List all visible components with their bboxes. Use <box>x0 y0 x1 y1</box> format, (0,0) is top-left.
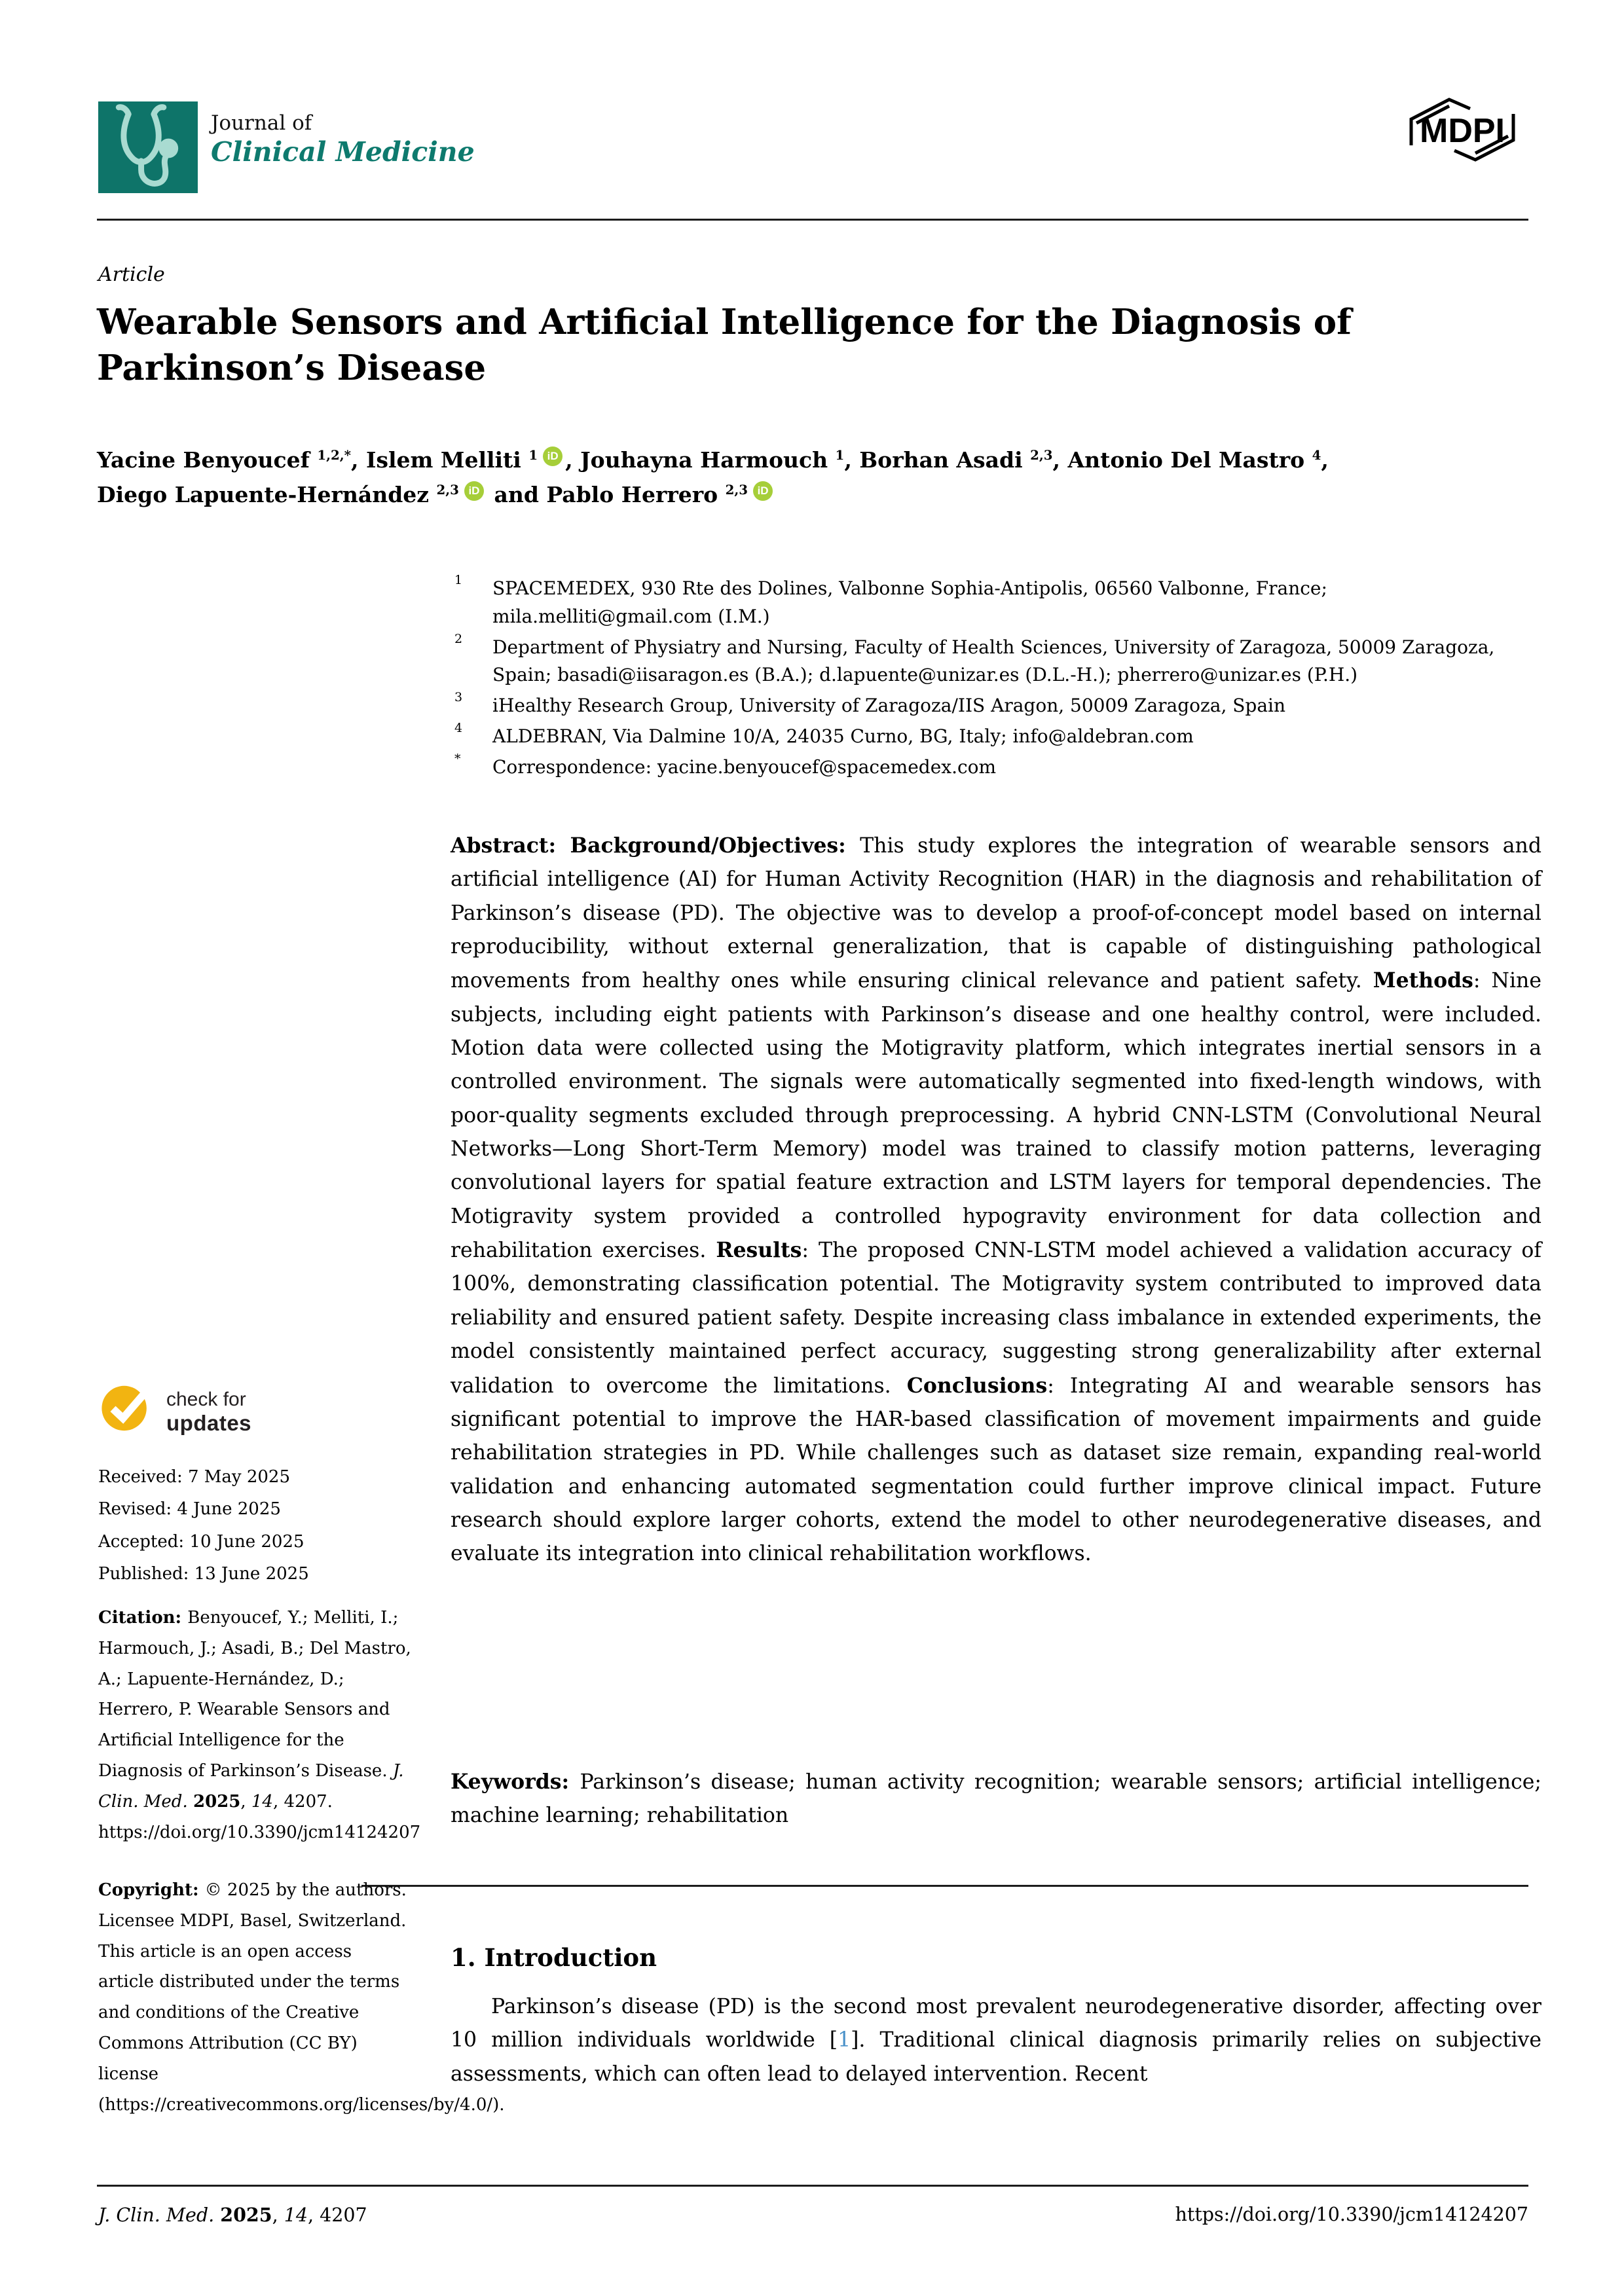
history-date-line: Received: 7 May 2025 <box>98 1467 291 1487</box>
text-run: Diego Lapuente-Hernández <box>97 482 437 508</box>
affiliation-text: Department of Physiatry and Nursing, Faculty of Health Sciences, University of Zaragoza, 50009 Zaragoza, Spain; basadi@iisaragon.es (B.A.); d.lapuente@unizar.es (D.L.-H.); pherrero@unizar.es (P.H.) <box>492 636 1495 686</box>
text-run: © 2025 by the authors. Licensee MDPI, Basel, Switzerland. This article is an open access article distributed under the terms and conditions of the Creative Commons Attribution (CC BY) license (https://creativecommons.org/licenses/by/4.0/). <box>98 1880 505 2115</box>
affiliation-marker: 1 <box>454 573 463 587</box>
text-run: Keywords: <box>451 1770 580 1794</box>
text-run: Background/Objectives: <box>570 833 860 858</box>
abstract-paragraph <box>451 829 1541 1571</box>
text-run: Wearable Sensors and Artificial Intelligence for the Diagnosis of <box>97 302 1352 342</box>
text-run: Parkinson’s Disease <box>97 347 487 388</box>
history-date-line: Revised: 4 June 2025 <box>98 1499 281 1520</box>
text-run: Methods <box>1373 968 1473 993</box>
text-run: Abstract: <box>451 833 570 858</box>
text-run: Copyright: <box>98 1880 205 1900</box>
check-for-updates-badge[interactable] <box>98 1379 157 1440</box>
affiliation-text: ALDEBRAN, Via Dalmine 10/A, 24035 Curno, BG, Italy; info@aldebran.com <box>492 725 1194 748</box>
article-history <box>98 1461 411 1591</box>
text-run: : Integrating AI and wearable sensors has significant potential to improve the HAR-based classification of movement impairments and guide rehabilitation strategies in PD. While challenges such as dataset size remain, expanding real-world validation and enhancing automated segmentation could further improve clinical impact. Future research should explore larger cohorts, extend the model to other neurodegenerative diseases, and evaluate its integration into clinical rehabilitation workflows. <box>451 1374 1541 1566</box>
mdpi-wordmark: MDPI <box>1420 112 1505 150</box>
affiliation-text: SPACEMEDEX, 930 Rte des Dolines, Valbonne Sophia-Antipolis, 06560 Valbonne, France; mila.melliti@gmail.com (I.M.) <box>492 577 1327 627</box>
mdpi-logo[interactable] <box>1393 89 1531 173</box>
affiliation-text: Correspondence: yacine.benyoucef@spacemedex.com <box>492 756 997 778</box>
citation-block <box>98 1603 421 1848</box>
affiliation-marker: 2 <box>454 631 463 646</box>
text-run: 14 <box>284 2204 308 2226</box>
text-run: 2,3 <box>436 482 459 498</box>
text-run: This study explores the integration of wearable sensors and artificial intelligence (AI) for Human Activity Recognition (HAR) in the diagnosis and rehabilitation of Parkinson’s disease (PD). The objective was to develop a proof-of-concept model based on internal reproducibility, without external generalization, that is capable of distinguishing pathological movements from healthy ones while ensuring clinical relevance and patient safety. <box>451 834 1542 993</box>
text-run: Citation: <box>98 1608 188 1628</box>
text-run: ]. Traditional clinical diagnosis primarily relies on subjective assessments, which can often lead to delayed intervention. Recent <box>451 2028 1541 2086</box>
text-run: Conclusions <box>906 1373 1048 1398</box>
affiliation-marker: * <box>454 751 461 766</box>
header-divider <box>97 219 1528 221</box>
reference-link[interactable]: 1 <box>838 2028 851 2052</box>
text-run: 2025 <box>193 1791 241 1812</box>
orcid-icon[interactable]: iD <box>753 481 773 501</box>
affiliation-row <box>451 575 1538 631</box>
stethoscope-icon <box>98 183 198 196</box>
text-run: 4 <box>1312 447 1321 463</box>
text-run: , Antonio Del Mastro <box>1052 447 1312 473</box>
text-run: , Jouhayna Harmouch <box>565 447 836 473</box>
text-run: 2025 <box>220 2204 272 2226</box>
text-run: Benyoucef, Y.; Melliti, I.; Harmouch, J.; Asadi, B.; Del Mastro, A.; Lapuente-Hernández, D.; Herrero, P. Wearable Sensors and Artificial Intelligence for the Diagnosis of Parkinson’s Disease. <box>98 1608 411 1781</box>
affiliation-row <box>451 631 1538 690</box>
text-run: 1,2,* <box>317 447 351 463</box>
keywords-paragraph <box>451 1765 1541 1833</box>
affiliation-row <box>451 692 1538 720</box>
check-for-updates-label[interactable] <box>166 1388 251 1436</box>
text-run: J. Clin. Med. <box>98 2204 221 2226</box>
text-run: Results <box>716 1238 802 1263</box>
orcid-icon[interactable]: iD <box>464 481 484 501</box>
affiliation-row <box>451 723 1538 751</box>
text-run: : The proposed CNN-LSTM model achieved a validation accuracy of 100%, demonstrating classification potential. The Motigravity system contributed to improved data reliability and ensured patient safety. Despite increasing class imbalance in extended experiments, the model consistently maintained perfect accuracy, suggesting strong generalizability after external validation to overcome the limitations. <box>451 1239 1541 1398</box>
journal-name: Clinical Medicine <box>211 136 475 168</box>
text-run: 2,3 <box>725 482 748 498</box>
affiliation-list <box>451 575 1538 784</box>
text-run: J. Clin. Med. <box>98 1760 404 1812</box>
section-divider <box>361 1885 1528 1887</box>
journal-prefix: Journal of <box>211 111 312 135</box>
section-heading-introduction: 1. Introduction <box>451 1943 657 1972</box>
footer-journal-ref <box>98 2204 367 2226</box>
badge-line1: check for <box>166 1389 246 1410</box>
text-run: : Nine subjects, including eight patients with Parkinson’s disease and one healthy control, were included. Motion data were collected using the Motigravity platform, which integrates inertial sensors in a controlled environment. The signals were automatically segmented into fixed-length windows, with poor-quality segments excluded through preprocessing. A hybrid CNN-LSTM (Convolutional Neural Networks—Long Short-Term Memory) model was trained to classify motion patterns, leveraging convolutional layers for spatial feature extraction and LSTM layers for temporal dependencies. The Motigravity system provided a controlled hypogravity environment for data collection and rehabilitation exercises. <box>451 969 1541 1263</box>
text-run: , 4207 <box>307 2204 367 2226</box>
affiliation-row <box>451 751 1538 782</box>
footer-doi-link[interactable]: https://doi.org/10.3390/jcm14124207 <box>1175 2204 1528 2225</box>
text-run: , <box>240 1791 251 1812</box>
affiliation-marker: 3 <box>454 690 463 705</box>
copyright-block <box>98 1875 505 2120</box>
text-run: , 4207. https://doi.org/10.3390/jcm14124207 <box>98 1791 421 1842</box>
text-run: , <box>272 2204 284 2226</box>
affiliation-text: iHealthy Research Group, University of Zaragoza/IIS Aragon, 50009 Zaragoza, Spain <box>492 695 1286 717</box>
history-date-line: Published: 13 June 2025 <box>98 1564 309 1584</box>
badge-line2: updates <box>166 1411 252 1436</box>
history-date-line: Accepted: 10 June 2025 <box>98 1531 304 1552</box>
text-run: , <box>1321 447 1329 473</box>
footer-divider <box>97 2185 1528 2187</box>
text-run: and Pablo Herrero <box>486 482 726 508</box>
text-run: Yacine Benyoucef <box>97 447 318 473</box>
text-run: , Islem Melliti <box>350 447 529 473</box>
article-type-label: Article <box>98 263 165 286</box>
orcid-icon[interactable]: iD <box>543 446 563 466</box>
checkmark-icon <box>98 1428 157 1440</box>
paper-title <box>97 300 1583 392</box>
text-run: 1 <box>835 447 845 463</box>
affiliation-marker: 4 <box>454 721 463 736</box>
text-run: Parkinson’s disease (PD) is the second most prevalent neurodegenerative disorder, affecting over 10 million individuals worldwide [ <box>451 1995 1541 2052</box>
text-run: , Borhan Asadi <box>844 447 1031 473</box>
text-run: 2,3 <box>1030 447 1053 463</box>
text-run: 1 <box>528 447 538 463</box>
text-run: 14 <box>251 1791 273 1812</box>
journal-logo <box>98 101 198 193</box>
author-list <box>97 443 1551 513</box>
text-run: Parkinson’s disease; human activity recognition; wearable sensors; artificial intelligence; machine learning; rehabilitation <box>451 1770 1542 1828</box>
introduction-paragraph <box>451 1990 1541 2091</box>
